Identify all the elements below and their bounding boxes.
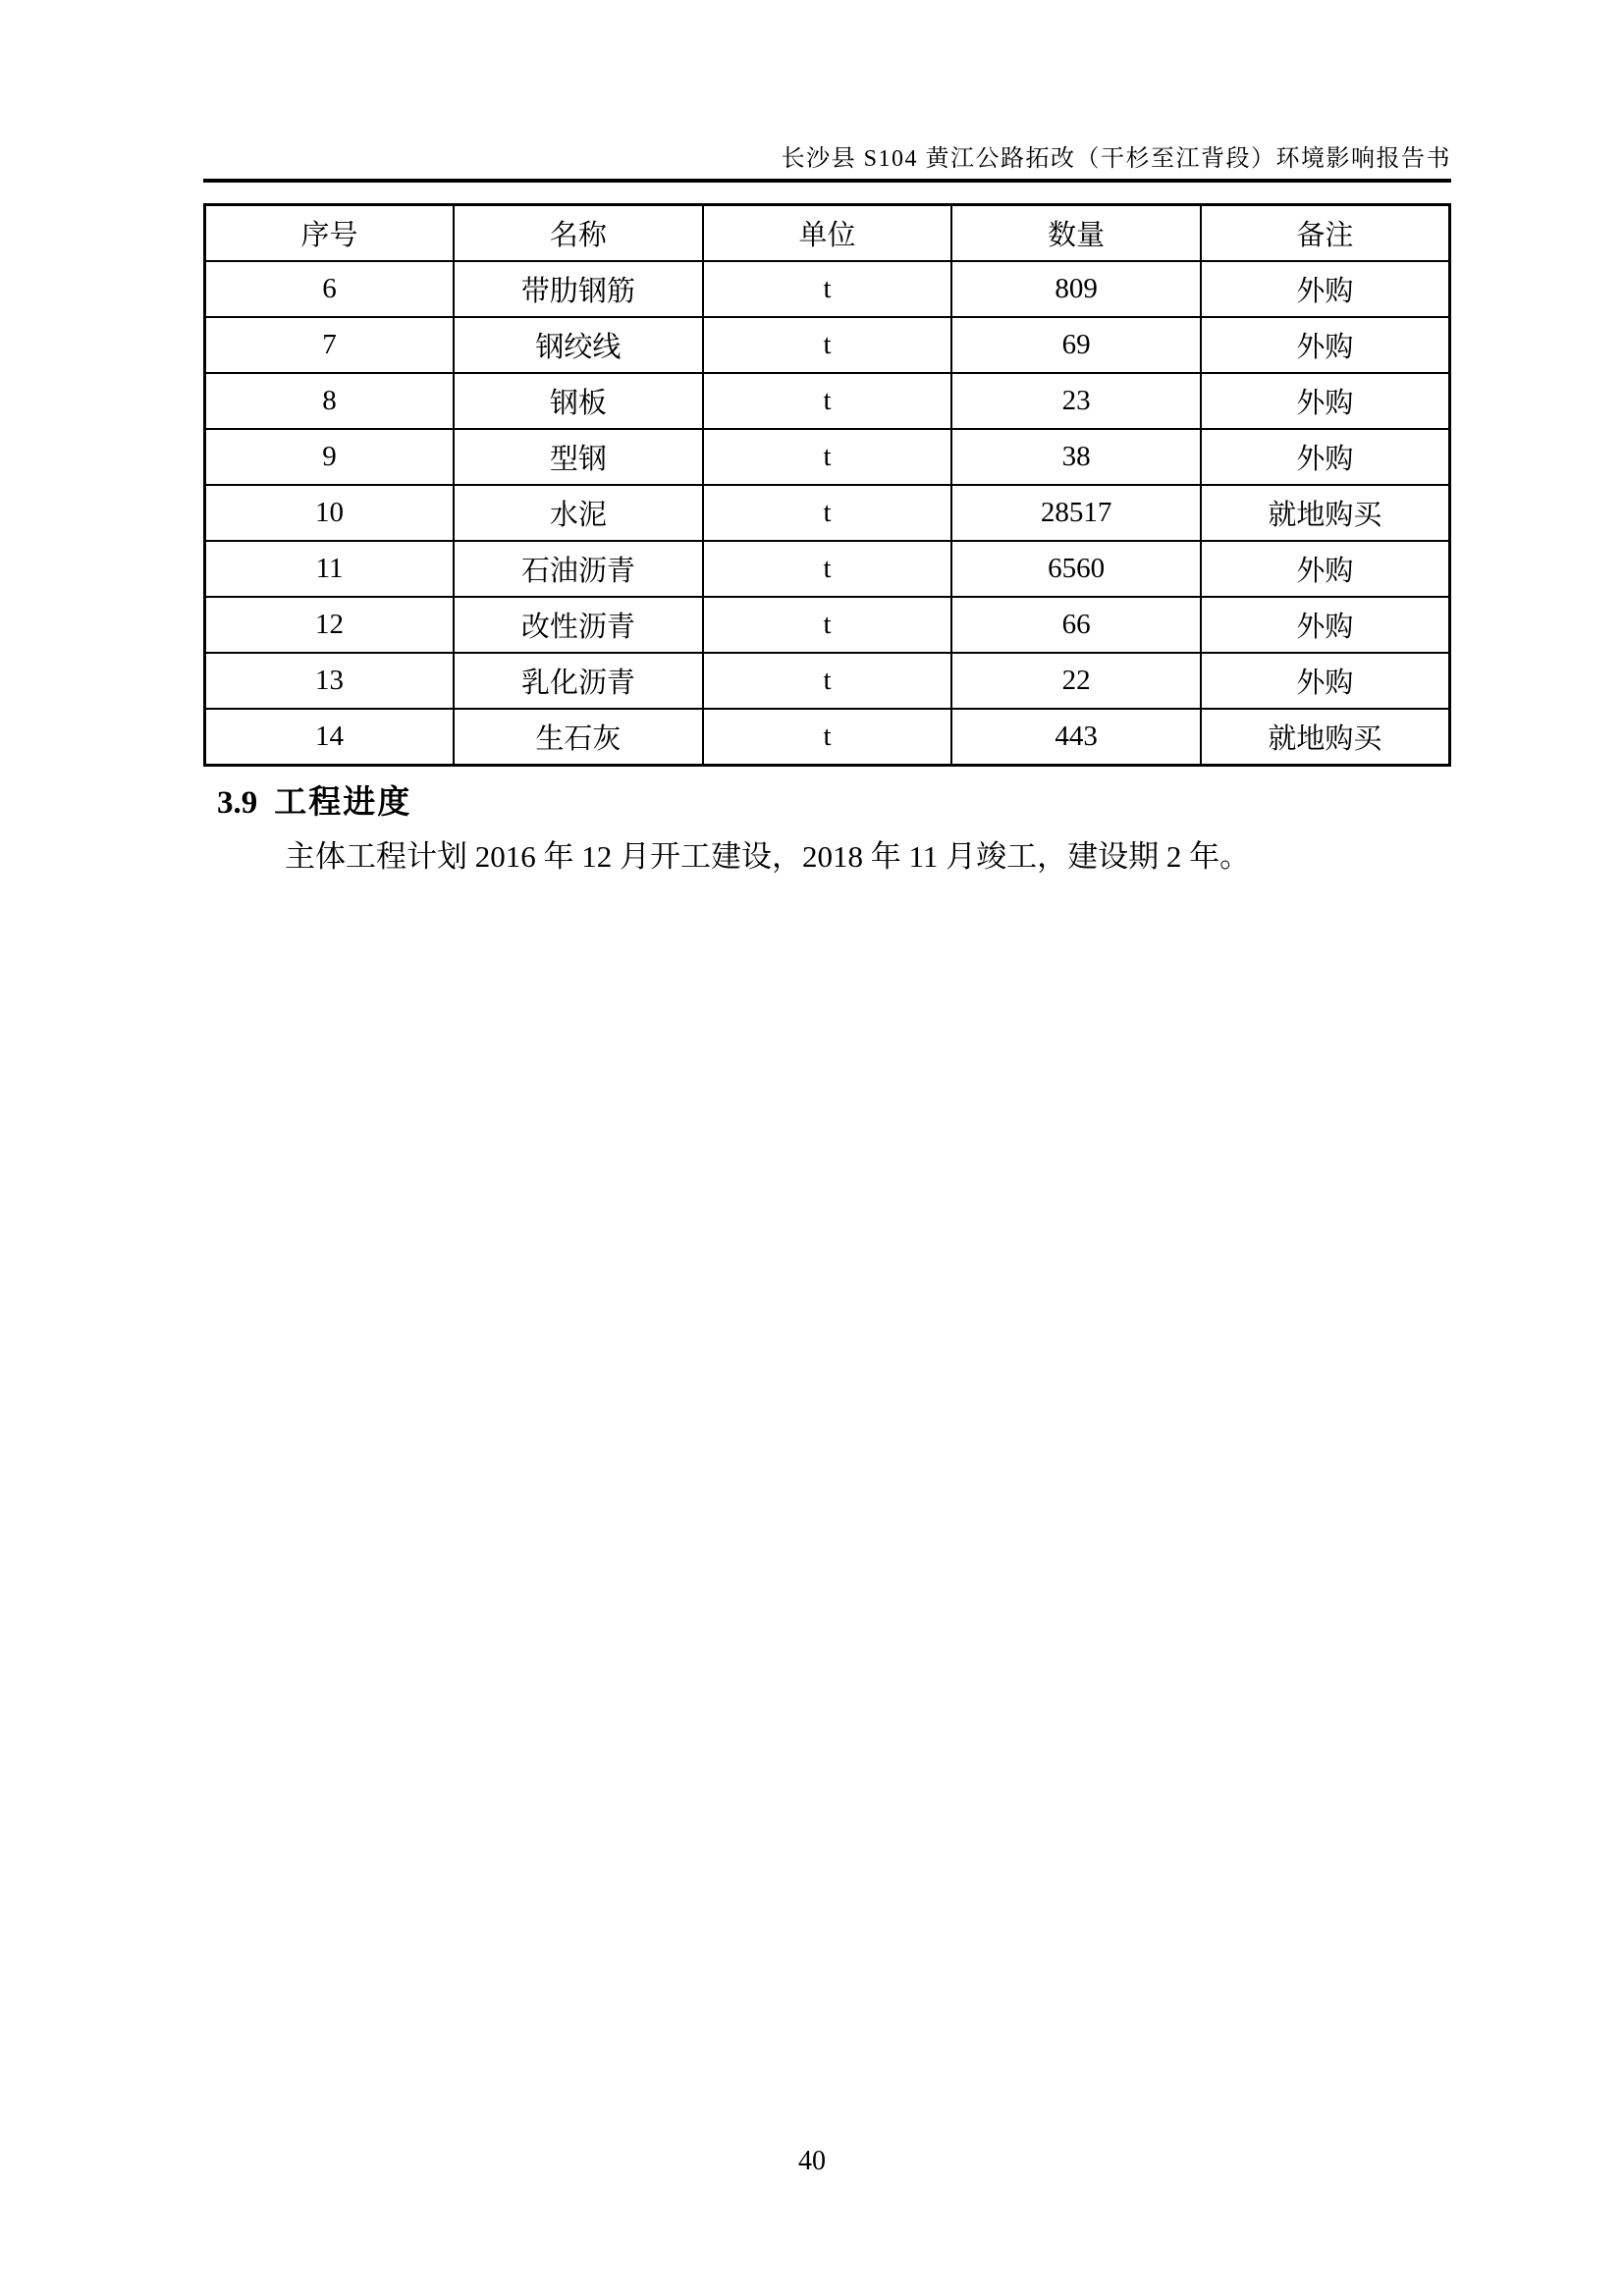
table-cell: t — [703, 261, 952, 317]
table-cell: 22 — [951, 653, 1201, 709]
table-cell: t — [703, 541, 952, 597]
table-cell: 就地购买 — [1201, 485, 1450, 541]
page-number: 40 — [798, 2146, 826, 2176]
table-row — [205, 485, 1450, 541]
document-title: 长沙县 S104 黄江公路拓改（干杉至江背段）环境影响报告书 — [781, 146, 1451, 172]
section-title: 工程进度 — [274, 783, 412, 820]
table-cell: 9 — [205, 429, 455, 485]
page-content — [203, 0, 1451, 876]
section-heading — [203, 782, 1451, 824]
table-cell: 14 — [205, 709, 455, 766]
table-cell: 型钢 — [454, 429, 703, 485]
column-header-unit: 单位 — [703, 205, 952, 262]
column-header-qty: 数量 — [951, 205, 1201, 262]
table-cell: 改性沥青 — [454, 597, 703, 653]
column-header-name: 名称 — [454, 205, 703, 262]
column-header-remark: 备注 — [1201, 205, 1450, 262]
table-cell: 外购 — [1201, 261, 1450, 317]
materials-table-body — [205, 261, 1450, 766]
body-paragraph: 主体工程计划 2016 年 12 月开工建设，2018 年 11 月竣工，建设期 2 年。 — [285, 838, 1251, 874]
table-cell: 乳化沥青 — [454, 653, 703, 709]
table-cell: 7 — [205, 317, 455, 373]
section-number: 3.9 — [217, 785, 258, 821]
table-cell: 外购 — [1201, 653, 1450, 709]
table-cell: t — [703, 317, 952, 373]
table-cell: 外购 — [1201, 597, 1450, 653]
table-row — [205, 597, 1450, 653]
table-cell: 生石灰 — [454, 709, 703, 766]
table-cell: t — [703, 709, 952, 766]
materials-table — [203, 203, 1451, 767]
page-footer — [0, 2146, 1624, 2177]
table-cell: 外购 — [1201, 429, 1450, 485]
table-row — [205, 317, 1450, 373]
table-cell: 水泥 — [454, 485, 703, 541]
table-cell: 带肋钢筋 — [454, 261, 703, 317]
table-cell: 钢绞线 — [454, 317, 703, 373]
table-cell: t — [703, 597, 952, 653]
table-cell: 443 — [951, 709, 1201, 766]
table-cell: 66 — [951, 597, 1201, 653]
table-cell: 12 — [205, 597, 455, 653]
table-cell: 809 — [951, 261, 1201, 317]
page-header — [203, 0, 1451, 183]
materials-table-head — [205, 205, 1450, 262]
table-cell: 23 — [951, 373, 1201, 429]
table-cell: 外购 — [1201, 317, 1450, 373]
table-header-row — [205, 205, 1450, 262]
table-row — [205, 261, 1450, 317]
table-cell: 就地购买 — [1201, 709, 1450, 766]
table-cell: 8 — [205, 373, 455, 429]
table-cell: t — [703, 485, 952, 541]
table-row — [205, 429, 1450, 485]
table-cell: 10 — [205, 485, 455, 541]
table-row — [205, 709, 1450, 766]
table-cell: 6 — [205, 261, 455, 317]
table-cell: 外购 — [1201, 373, 1450, 429]
table-cell: 69 — [951, 317, 1201, 373]
table-cell: 13 — [205, 653, 455, 709]
table-cell: t — [703, 653, 952, 709]
table-cell: 6560 — [951, 541, 1201, 597]
column-header-seq: 序号 — [205, 205, 455, 262]
table-cell: 外购 — [1201, 541, 1450, 597]
table-cell: 钢板 — [454, 373, 703, 429]
table-cell: t — [703, 373, 952, 429]
table-cell: t — [703, 429, 952, 485]
table-row — [205, 373, 1450, 429]
table-cell: 石油沥青 — [454, 541, 703, 597]
table-cell: 11 — [205, 541, 455, 597]
table-row — [205, 541, 1450, 597]
table-row — [205, 653, 1450, 709]
table-cell: 38 — [951, 429, 1201, 485]
table-cell: 28517 — [951, 485, 1201, 541]
